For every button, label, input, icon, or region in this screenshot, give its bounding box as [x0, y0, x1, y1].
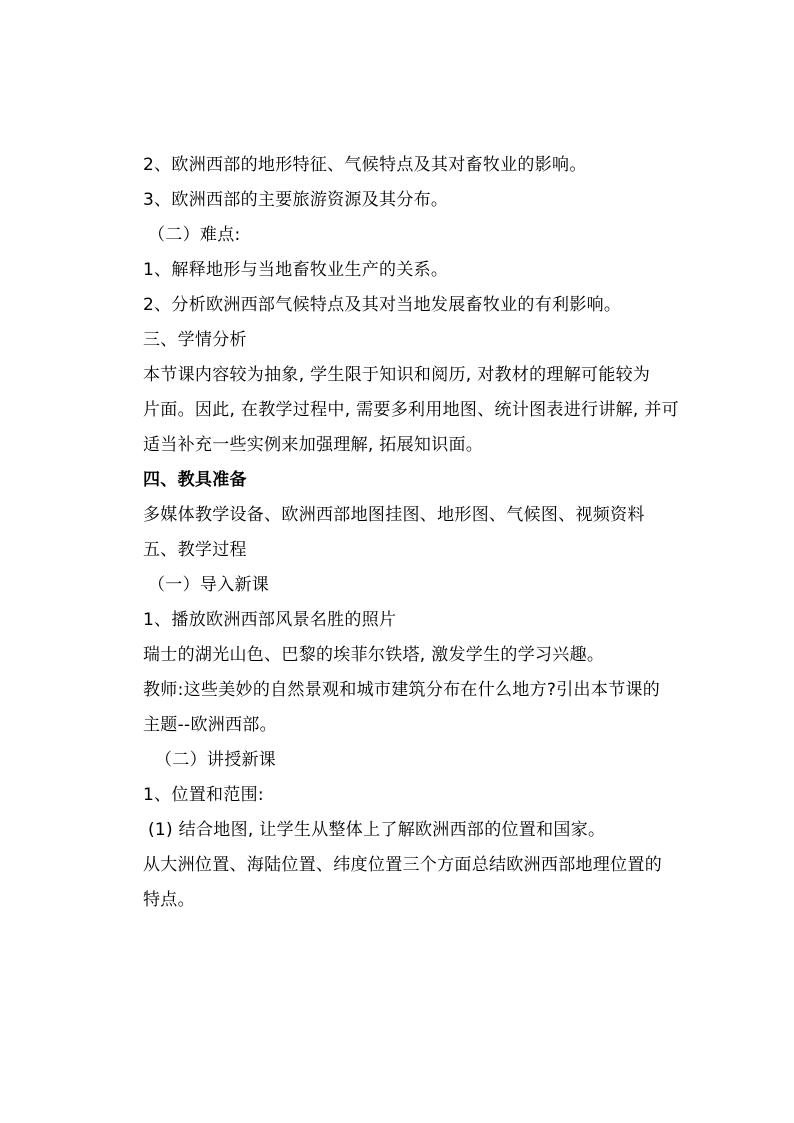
heading-difficulties: （二）难点:	[148, 225, 241, 245]
paragraph-line: 教师:这些美妙的自然景观和城市建筑分布在什么地方?引出本节课的	[143, 680, 661, 700]
paragraph-line: 特点。	[143, 890, 195, 910]
heading-teaching-process: 五、教学过程	[143, 540, 247, 560]
text-line-key-point-3: 3、欧洲西部的主要旅游资源及其分布。	[143, 190, 449, 210]
heading-student-analysis: 三、学情分析	[143, 330, 247, 350]
heading-new-lesson: （二）讲授新课	[155, 750, 277, 770]
text-line-scenery: 瑞士的湖光山色、巴黎的埃菲尔铁塔, 激发学生的学习兴趣。	[143, 645, 605, 665]
text-line-difficulty-1: 1、解释地形与当地畜牧业生产的关系。	[143, 260, 449, 280]
text-line-teaching-aids: 多媒体教学设备、欧洲西部地图挂图、地形图、气候图、视频资料	[143, 505, 645, 525]
paragraph-line: 从大洲位置、海陆位置、纬度位置三个方面总结欧洲西部地理位置的	[143, 855, 662, 875]
text-line-location-scope: 1、位置和范围:	[143, 785, 264, 805]
text-line-key-point-2: 2、欧洲西部的地形特征、气候特点及其对畜牧业的影响。	[143, 155, 587, 175]
heading-introduction: （一）导入新课	[148, 575, 270, 595]
paragraph-line: 本节课内容较为抽象, 学生限于知识和阅历, 对教材的理解可能较为	[143, 365, 651, 385]
heading-teaching-aids: 四、教具准备	[143, 470, 247, 490]
text-line-difficulty-2: 2、分析欧洲西部气候特点及其对当地发展畜牧业的有利影响。	[143, 295, 622, 315]
text-line-play-photos: 1、播放欧洲西部风景名胜的照片	[143, 610, 397, 630]
paragraph-line: 主题--欧洲西部。	[143, 715, 277, 735]
text-line-map-activity: (1) 结合地图, 让学生从整体上了解欧洲西部的位置和国家。	[148, 820, 606, 840]
paragraph-line: 片面。因此, 在教学过程中, 需要多利用地图、统计图表进行讲解, 并可	[143, 400, 679, 420]
paragraph-line: 适当补充一些实例来加强理解, 拓展知识面。	[143, 435, 484, 455]
document-body	[143, 148, 703, 918]
